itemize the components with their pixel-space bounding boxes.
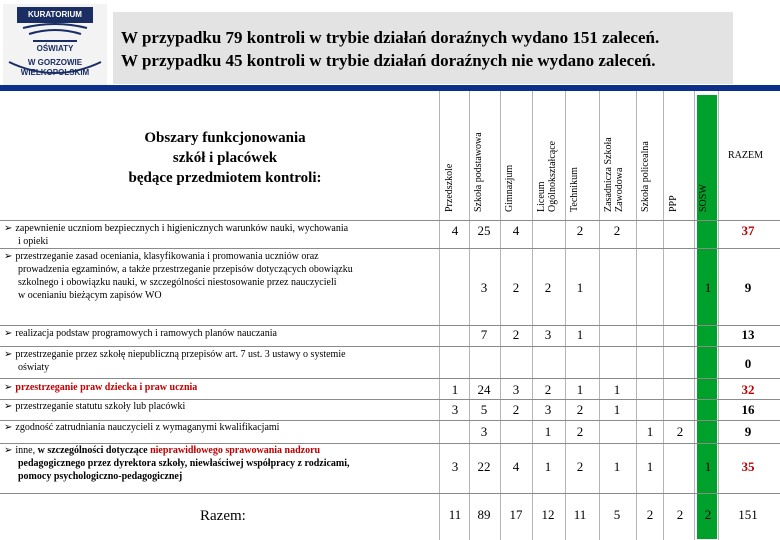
bullet-arrow-icon: ➢ (4, 349, 13, 360)
row-label-line: i opieki (18, 236, 49, 247)
sum-label: Razem: (200, 508, 246, 524)
column-header (472, 96, 496, 212)
sum-cell: 11 (573, 507, 587, 522)
row-label (4, 250, 439, 302)
sum-total: 151 (738, 507, 758, 522)
table-cell: 5 (480, 402, 488, 417)
table-cell: 7 (480, 327, 488, 342)
table-cell: 2 (676, 424, 684, 439)
table-cell: 1 (576, 327, 584, 342)
row-label-line: pomocy psychologiczno-pedagogicznej (18, 471, 183, 482)
row-label (4, 381, 439, 394)
row-label-line (4, 348, 439, 361)
table-cell: 4 (451, 223, 459, 238)
table-cell: 4 (512, 223, 520, 238)
table-cell: 2 (544, 382, 552, 397)
column-header-label: Zawodowa (614, 167, 625, 212)
column-divider (532, 91, 533, 540)
table-cell: 3 (544, 327, 552, 342)
table-cell: 2 (576, 223, 584, 238)
row-label-line: oświaty (18, 362, 50, 373)
table-cell: 24 (477, 382, 491, 397)
row-label-line (4, 400, 439, 413)
row-total: 35 (741, 459, 755, 474)
row-total: 9 (744, 424, 752, 439)
logo-text-2: OŚWIATY (36, 44, 74, 53)
sum-cell: 5 (613, 507, 621, 522)
table-cell: 2 (544, 280, 552, 295)
table-cell: 1 (704, 280, 712, 295)
column-divider (599, 91, 600, 540)
row-label-line (4, 381, 439, 394)
bullet-arrow-icon: ➢ (4, 401, 13, 412)
column-header (535, 96, 559, 212)
row-label (4, 400, 439, 413)
row-label-line (4, 222, 439, 235)
bullet-arrow-icon: ➢ (4, 223, 13, 234)
column-header-label: Technikum (569, 167, 580, 212)
table-cell: 1 (451, 382, 459, 397)
logo-text-3: W GORZOWIE (27, 58, 83, 67)
column-header-label: Gimnazjum (504, 164, 515, 212)
header-line-2: W przypadku 45 kontroli w trybie działań doraźnych nie wydano zaleceń. (121, 51, 656, 70)
table-title-line-3: będące przedmiotem kontroli: (128, 170, 322, 186)
row-label (4, 444, 439, 483)
row-label-text: przestrzeganie statutu szkoły lub placówki (15, 401, 186, 412)
row-label-text: w szczególności dotyczące (37, 445, 151, 456)
column-header-label: Ogólnokształcące (547, 140, 558, 212)
row-total: 13 (741, 327, 755, 342)
row-label-line: szkolnego i obowiązku nauki, w szczególności niestosowanie przez nauczycieli (18, 277, 337, 288)
column-divider (439, 91, 440, 540)
table-cell: 3 (451, 402, 459, 417)
column-header (667, 96, 691, 212)
bullet-arrow-icon: ➢ (4, 445, 13, 456)
column-divider (500, 91, 501, 540)
table-cell: 3 (544, 402, 552, 417)
row-label (4, 327, 439, 340)
column-header (503, 96, 527, 212)
table-cell: 2 (576, 459, 584, 474)
table-cell: 1 (576, 382, 584, 397)
table-cell: 1 (704, 459, 712, 474)
row-label-line (4, 327, 439, 340)
table-cell: 1 (576, 280, 584, 295)
row-total: 9 (744, 280, 752, 295)
row-label-line (4, 421, 439, 434)
row-label-text: zapewnienie uczniom bezpiecznych i higienicznych warunków nauki, wychowania (15, 223, 349, 234)
table-cell: 3 (512, 382, 520, 397)
table-cell: 2 (613, 223, 621, 238)
logo-text-1: KURATORIUM (28, 10, 82, 19)
sum-cell: 11 (448, 507, 462, 522)
row-label (4, 222, 439, 248)
column-header-label: Liceum (536, 181, 547, 212)
row-total: 37 (741, 223, 755, 238)
kuratorium-logo (3, 4, 107, 85)
sum-cell: 2 (646, 507, 654, 522)
row-total: 32 (741, 382, 755, 397)
total-header: RAZEM (728, 150, 763, 161)
bullet-arrow-icon: ➢ (4, 382, 13, 393)
row-divider (0, 325, 780, 326)
row-label-text: przestrzeganie praw dziecka i praw ucznia (15, 382, 198, 393)
sum-cell: 2 (704, 507, 712, 522)
column-header-label: Szkoła policealna (640, 141, 651, 212)
row-label-line (4, 250, 439, 263)
row-label-line: prowadzenia egzaminów, a także przestrzeganie przepisów dotyczących obowiązku (18, 264, 353, 275)
row-label-line: pedagogicznego przez dyrektora szkoły, niewłaściwej współpracy z rodzicami, (18, 458, 350, 469)
column-header-label: Przedszkole (444, 163, 455, 212)
column-header (568, 96, 592, 212)
sum-cell: 2 (676, 507, 684, 522)
row-label-text: inne, (15, 445, 38, 456)
table-title-line-2: szkół i placówek (172, 150, 278, 166)
bullet-arrow-icon: ➢ (4, 251, 13, 262)
sum-cell: 89 (477, 507, 491, 522)
row-total: 16 (741, 402, 755, 417)
row-divider (0, 378, 780, 379)
row-divider (0, 220, 780, 221)
sum-cell: 17 (509, 507, 523, 522)
bullet-arrow-icon: ➢ (4, 328, 13, 339)
table-cell: 1 (544, 424, 552, 439)
table-cell: 1 (646, 424, 654, 439)
header-banner (113, 12, 733, 84)
row-label-text: przestrzeganie zasad oceniania, klasyfikowania i promowania uczniów oraz (15, 251, 319, 262)
table-title (60, 128, 390, 188)
column-header (443, 96, 467, 212)
table-cell: 3 (480, 280, 488, 295)
logo-text-4: WIELKOPOLSKIM (20, 68, 90, 77)
table-cell: 1 (544, 459, 552, 474)
table-cell: 2 (576, 424, 584, 439)
table-cell: 4 (512, 459, 520, 474)
row-label-text: przestrzeganie przez szkołę niepubliczną przepisów art. 7 ust. 3 ustawy o systemie (15, 349, 346, 360)
bullet-arrow-icon: ➢ (4, 422, 13, 433)
table-cell: 25 (477, 223, 491, 238)
table-cell: 2 (576, 402, 584, 417)
table-cell: 3 (480, 424, 488, 439)
column-header-label: SOSW (698, 184, 709, 212)
row-label-line: w ocenianiu bieżącym zapisów WO (18, 290, 162, 301)
row-label (4, 421, 439, 434)
row-label-line (4, 444, 439, 457)
row-label-text: zgodność zatrudniania nauczycieli z wymaganymi kwalifikacjami (15, 422, 280, 433)
row-label-text: nieprawidłowego sprawowania nadzoru (150, 445, 321, 456)
column-header (639, 96, 663, 212)
column-header-label: Szkoła podstawowa (473, 132, 484, 212)
row-divider (0, 493, 780, 494)
sum-cell: 12 (541, 507, 555, 522)
table-title-line-1: Obszary funkcjonowania (144, 130, 306, 146)
table-cell: 2 (512, 327, 520, 342)
table-cell: 3 (451, 459, 459, 474)
row-total: 0 (744, 356, 752, 371)
row-label (4, 348, 439, 374)
row-label-text: realizacja podstaw programowych i ramowych planów nauczania (15, 328, 277, 339)
column-header (602, 96, 626, 212)
table-cell: 2 (512, 402, 520, 417)
column-header-label: PPP (668, 195, 679, 212)
table-cell: 1 (613, 459, 621, 474)
row-divider (0, 248, 780, 249)
table-cell: 1 (613, 382, 621, 397)
row-divider (0, 346, 780, 347)
table-cell: 1 (613, 402, 621, 417)
table-cell: 1 (646, 459, 654, 474)
header-line-1: W przypadku 79 kontroli w trybie działań doraźnych wydano 151 zaleceń. (121, 28, 660, 47)
table-cell: 2 (512, 280, 520, 295)
table-cell: 22 (477, 459, 491, 474)
column-header-label: Zasadnicza Szkoła (603, 137, 614, 212)
